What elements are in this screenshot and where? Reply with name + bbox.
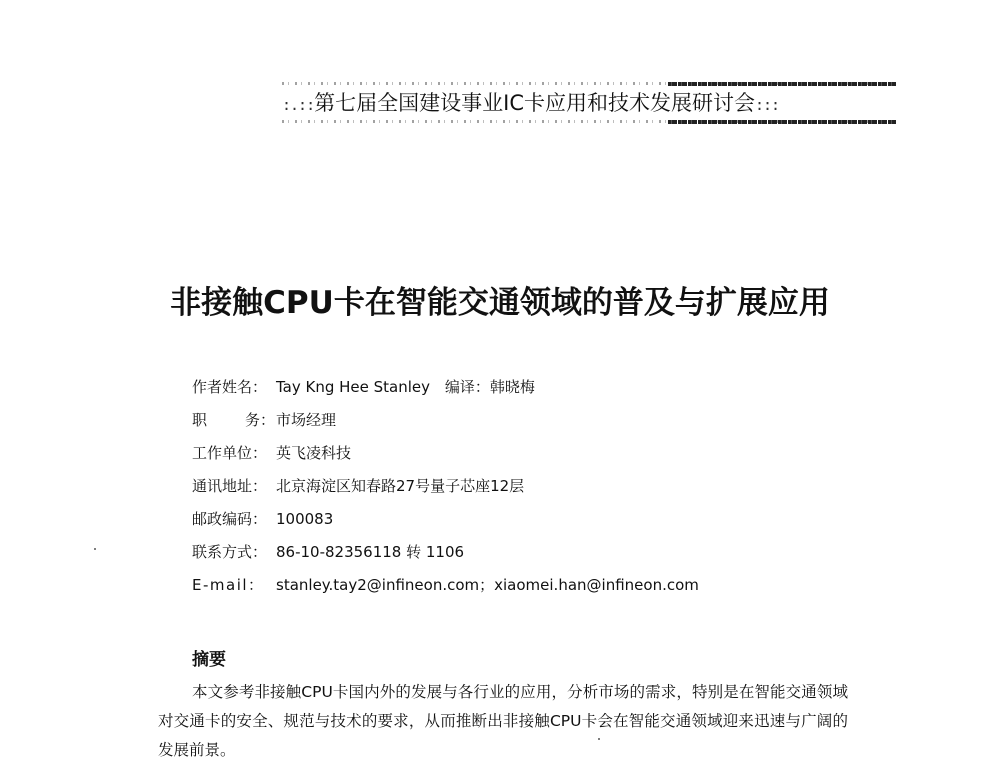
email-value: stanley.tay2@infineon.com；xiaomei.han@infineon.com — [276, 576, 699, 594]
scan-speck — [598, 738, 600, 740]
scan-speck — [94, 548, 96, 550]
postcode-value: 100083 — [276, 510, 334, 528]
abstract-heading: 摘要 — [192, 650, 226, 670]
author-info — [192, 374, 912, 605]
address-label: 通讯地址： — [192, 477, 268, 495]
name-label: 作者姓名： — [192, 378, 268, 396]
header-rule-top — [668, 82, 896, 86]
position-value: 市场经理 — [276, 411, 337, 429]
company-label: 工作单位： — [192, 444, 268, 462]
header-right-marks: ::: — [754, 96, 780, 114]
info-row-address — [192, 473, 912, 506]
address-value: 北京海淀区知春路27号量子芯座12层 — [276, 477, 525, 495]
info-row-postcode — [192, 506, 912, 539]
position-label-first: 职 — [192, 411, 208, 429]
info-row-position — [192, 407, 912, 440]
header-rule-bottom — [668, 120, 896, 124]
position-label — [192, 407, 276, 433]
abstract-body: 本文参考非接触CPU卡国内外的发展与各行业的应用，分析市场的需求，特别是在智能交通领域对交通卡的安全、规范与技术的要求，从而推断出非接触CPU卡会在智能交通领域迎来迅速与广阔的发展前景。 — [158, 683, 848, 759]
postcode-label: 邮政编码： — [192, 510, 268, 528]
conference-header — [282, 80, 896, 126]
info-row-email — [192, 572, 912, 605]
header-left-marks: :.:: — [282, 96, 315, 114]
info-row-phone — [192, 539, 912, 572]
position-label-second: 务： — [245, 411, 276, 429]
phone-value: 86-10-82356118 转 1106 — [276, 543, 465, 561]
info-row-company — [192, 440, 912, 473]
conference-title: 第七届全国建设事业IC卡应用和技术发展研讨会 — [314, 91, 755, 115]
phone-label: 联系方式： — [192, 543, 268, 561]
email-label: E-mail： — [192, 576, 265, 594]
conference-title-line — [282, 89, 896, 119]
author-name: Tay Kng Hee Stanley — [276, 378, 431, 396]
paper-title: 非接触CPU卡在智能交通领域的普及与扩展应用 — [170, 285, 830, 321]
info-row-name — [192, 374, 912, 407]
translator-name: 韩晓梅 — [489, 378, 535, 396]
translator-label: 编译： — [444, 378, 490, 396]
company-value: 英飞凌科技 — [276, 444, 352, 462]
